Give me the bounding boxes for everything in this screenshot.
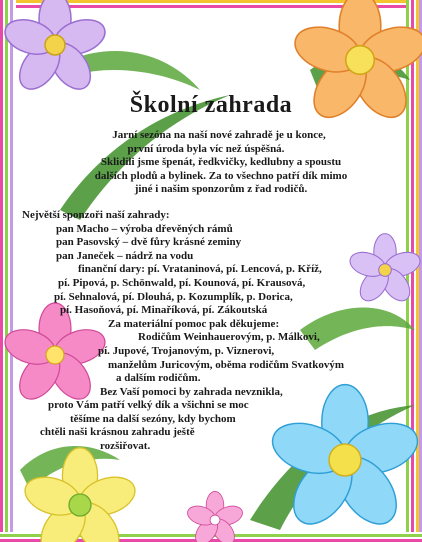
thanks-line: pí. Jupové, Trojanovým, p. Viznerovi,: [98, 344, 275, 357]
closing-section: [18, 386, 404, 454]
sponsor-item: pan Macho – výroba dřevěných rámů: [56, 222, 233, 235]
sponsors-section: [18, 209, 404, 318]
closing-line: těšíme na další sezóny, kdy bychom: [70, 412, 236, 425]
thanks-line: manželům Juricovým, oběma rodičům Svatkovým: [108, 358, 344, 371]
sponsor-item: pí. Hasoňová, pí. Minaříková, pí. Zákoutská: [60, 304, 268, 317]
closing-line: proto Vám patří velký dík a všichni se moc: [48, 399, 249, 412]
sponsor-item: finanční dary: pí. Vrataninová, pí. Lencová, p. Kříž,: [78, 263, 322, 276]
thanks-heading: Za materiální pomoc pak děkujeme:: [108, 317, 280, 330]
intro-paragraph: [18, 129, 404, 197]
page-title: Školní zahrada: [129, 92, 293, 118]
sponsor-item: pí. Sehnalová, pí. Dlouhá, p. Kozumplík, p. Dorica,: [54, 290, 293, 303]
intro-line: jiné i našim sponzorům z řad rodičů.: [134, 183, 308, 196]
closing-line: chtěli naši krásnou zahradu ještě: [40, 426, 195, 439]
purple-flower-icon: [1, 0, 110, 96]
intro-line: Jarní sezóna na naší nové zahradě je u konce,: [112, 129, 326, 141]
small-pink-flower-icon: [185, 491, 245, 542]
document-body: [18, 92, 404, 454]
sponsor-item: pan Janeček – nádrž na vodu: [56, 249, 194, 262]
thanks-line: Rodičům Weinhauerovým, p. Málkovi,: [138, 331, 320, 344]
closing-line: rozšiřovat.: [100, 440, 151, 453]
closing-line: Bez Vaší pomoci by zahrada nevznikla,: [100, 385, 283, 398]
intro-line: dalších plodů a bylinek. Za to všechno patří dík mimo: [94, 169, 348, 182]
intro-line: první úroda byla víc než úspěšná.: [127, 142, 285, 155]
thanks-line: a dalším rodičům.: [116, 372, 201, 385]
intro-line: Sklidili jsme špenát, ředkvičky, kedlubny a spoustu: [100, 156, 342, 169]
sponsor-item: pan Pasovský – dvě fůry krásné zeminy: [56, 236, 242, 249]
thanks-section: [18, 318, 404, 386]
sponsors-heading: Největší sponzoři naší zahrady:: [22, 208, 170, 221]
sponsor-item: pí. Pipová, p. Schönwald, pí. Kounová, pí. Krausová,: [58, 276, 306, 289]
